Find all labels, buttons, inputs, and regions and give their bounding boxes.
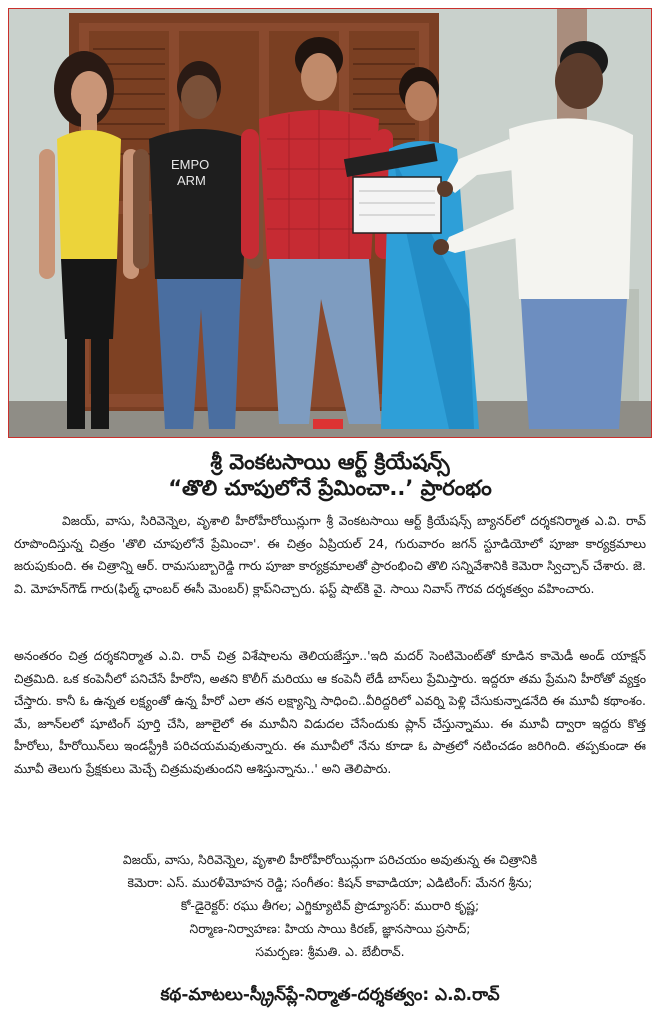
article-paragraph-2: అనంతరం చిత్ర దర్శకనిర్మాత ఎ.వి. రావ్ చిత్ర విశేషాలను తెలియజేస్తూ..'ఇది మదర్ సెంటిమెంట్‌తో కూడిన కామెడీ అండ్ యాక్షన్ చిత్రమిది. ఒక కంపెనీలో పనిచేసే హీరోని, అతని కొలీగ్ మరియు ఆ కంపెనీ లేడీ బాస్‌లు ప్రేమిస్తారు. ఇద్దరూ తమ ప్రేమని హీరోతో వ్యక్తం చేస్తారు. కానీ ఓ ఉన్నత లక్ష్యంతో ఉన్న హీరో ఎలా తన లక్ష్యాన్ని సాధించి..వీరిద్దరిలో ఎవర్ని పెళ్లి చేసుకున్నాడనేది ఈ మూవీ కథాంశం. మే, జూన్‌లలో షూటింగ్ పూర్తి చేసి, జూలైలో ఈ మూవీని విడుదల చేసేందుకు ప్లాన్ చేస్తున్నాము. ఈ మూవీ ద్వారా ఇద్దరు కొత్త హీరోలు, హీరోయిన్‌లు ఇండస్ట్రీకి పరిచయమవుతున్నారు. ఈ మూవీలో నేను కూడా ఓ పాత్రలో నటించడం జరిగింది. తప్పకుండా ఈ మూవీ తెలుగు ప్రేక్షకులు మెచ్చే చిత్రమవుతుందని ఆశిస్తున్నాను..' అని తెలిపారు.	[14, 648, 646, 776]
credits-line-2: కో-డైరెక్టర్: రఘు తీగల; ఎగ్జిక్యూటివ్ ప్రొడ్యూసర్: మురారి కృష్ణ;	[180, 898, 480, 913]
tshirt-print-bottom: ARM	[177, 173, 206, 188]
launch-photo	[8, 8, 652, 438]
headline-banner-name: శ్రీ వెంకటసాయి ఆర్ట్ క్రియేషన్స్	[210, 450, 450, 474]
tshirt-print-top: EMPO	[171, 157, 210, 172]
article-paragraph-1: విజయ్, వాసు, సిరివెన్నెల, వృశాలి హీరోహీరోయిన్లుగా శ్రీ వెంకటసాయి ఆర్ట్ క్రియేషన్స్ బ్యానర్‌లో దర్శకనిర్మాత ఎ.వి. రావ్ రూపొందిస్తున్న చిత్రం 'తొలి చూపులోనే ప్రేమించా'. ఈ చిత్రం ఏప్రియల్ 24, గురువారం జగన్ స్టూడియోలో పూజా కార్యక్రమాలు జరుపుకుంది. ఈ చిత్రాన్ని ఆర్. రామసుబ్బారెడ్డి గారు పూజా కార్యక్రమాలతో ప్రారంభించి తొలి సన్నివేశానికి కెమెరా స్విచ్చాన్ చేశారు. జె. వి. మోహన్‌గౌడ్ గారు(ఫిల్మ్ ఛాంబర్ ఈసీ మెంబర్) క్లాప్‌నిచ్చారు. ఫస్ట్ షాట్‌కి వై. సాయి నివాస్ గౌరవ దర్శకత్వం వహించారు.	[14, 513, 646, 596]
clapboard-icon	[344, 143, 441, 233]
credits-director: కథ-మాటలు-స్క్రీన్‌ప్లే-నిర్మాత-దర్శకత్వం: ఎ.వి.రావ్	[160, 985, 500, 1005]
credits-line-1: కెమెరా: ఎస్. మురళీమోహన రెడ్డి; సంగీతం: కిషన్ కావాడియా; ఎడిటింగ్: మేనగ శ్రీను;	[127, 875, 533, 890]
credits-line-4: సమర్పణ: శ్రీమతి. ఎ. బేబీరావ్.	[255, 944, 405, 959]
photo-illustration	[9, 9, 651, 437]
headline-film-launch: “తొలి చూపులోనే ప్రేమించా..’ ప్రారంభం	[168, 476, 492, 500]
credits-line-3: నిర్మాణ-నిర్వాహణ: హియ సాయి కిరణ్, జ్ఞానసాయి ప్రసాద్;	[189, 921, 471, 936]
credits-intro: విజయ్, వాసు, సిరివెన్నెల, వృశాలి హీరోహీరోయిన్లుగా పరిచయం అవుతున్న ఈ చిత్రానికి	[122, 852, 538, 867]
